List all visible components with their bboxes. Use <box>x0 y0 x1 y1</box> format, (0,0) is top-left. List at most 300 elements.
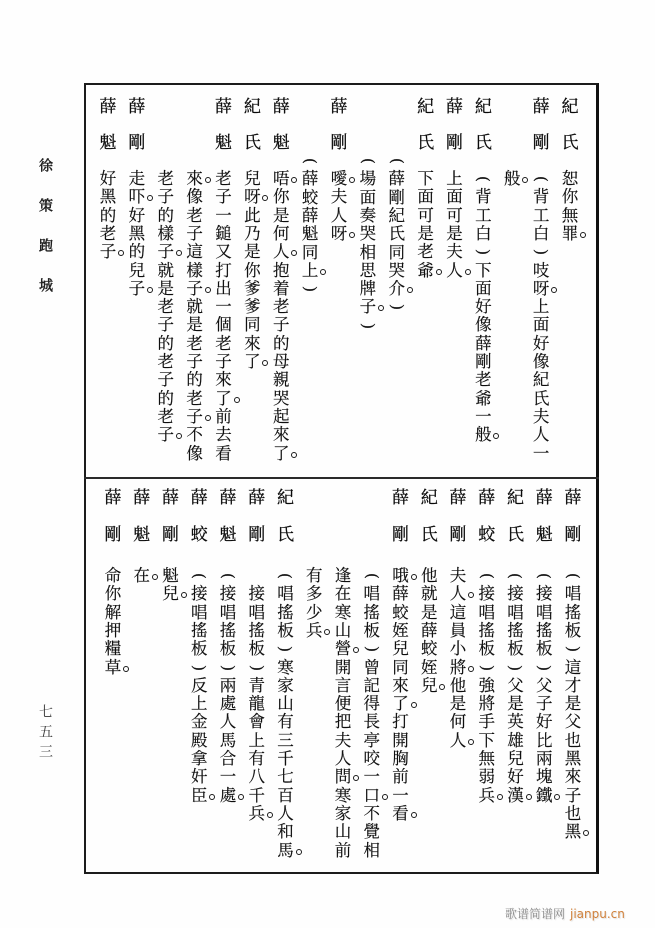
character: 不 <box>363 803 380 823</box>
character: 子 <box>97 243 119 261</box>
close-paren-glyph: ) <box>362 646 382 653</box>
character: 唱 <box>219 602 237 622</box>
character: 搖 <box>277 602 294 622</box>
watermark <box>505 905 625 922</box>
character: 介 <box>386 280 408 298</box>
close-paren-glyph: ) <box>506 664 526 671</box>
speaker-char: 氏 <box>561 133 579 153</box>
character: 你 <box>104 584 122 604</box>
character: 老 <box>157 169 174 188</box>
parenthesis <box>188 567 210 585</box>
dialogue-column <box>505 0 527 928</box>
character: 老 <box>99 223 117 243</box>
character: 家 <box>334 803 352 823</box>
character: 你 <box>273 187 290 207</box>
character: 像 <box>186 187 203 207</box>
open-paren-glyph: ( <box>564 572 583 580</box>
character: 牌 <box>359 279 377 299</box>
character: 唱 <box>248 602 265 622</box>
character: 這 <box>564 657 582 677</box>
character: 龍 <box>248 694 265 714</box>
character: 押 <box>104 620 122 640</box>
speaker-char: 魁 <box>535 525 553 545</box>
character: 唱 <box>191 602 208 622</box>
character: 合 <box>219 749 237 768</box>
character: 可 <box>446 205 463 225</box>
character: 這 <box>186 242 203 262</box>
speaker-char: 氏 <box>507 525 524 545</box>
character: 亭 <box>363 730 380 750</box>
speaker-char: 氏 <box>243 133 261 153</box>
character: 乃 <box>244 223 261 243</box>
close-paren-glyph: ) <box>247 664 267 671</box>
character: 好 <box>128 205 146 225</box>
character: 多 <box>306 584 323 604</box>
parenthesis <box>275 567 297 585</box>
character: 子 <box>157 315 174 335</box>
character: 薛 <box>392 584 409 604</box>
character: 言 <box>334 675 352 695</box>
full-stop-mark <box>181 592 187 598</box>
close-paren-glyph: ) <box>276 646 296 653</box>
character: 你 <box>244 260 261 280</box>
dialogue-column <box>160 0 182 928</box>
character: 的 <box>157 333 174 353</box>
speaker-char: 剛 <box>128 133 146 153</box>
character: 老 <box>215 169 232 188</box>
character: 塊 <box>536 767 553 787</box>
character: 千 <box>277 749 294 768</box>
character: 了 <box>213 390 235 408</box>
character: 黑 <box>564 749 582 768</box>
dialogue-column <box>246 0 268 928</box>
character: 了 <box>390 695 412 713</box>
parenthesis <box>246 659 268 677</box>
character: 工 <box>475 205 492 225</box>
speaker-char: 剛 <box>446 133 463 153</box>
character: 是 <box>417 223 434 243</box>
dialogue-column <box>418 0 440 928</box>
full-stop-mark <box>209 794 215 800</box>
character: 搖 <box>507 620 524 640</box>
character: 看 <box>390 805 412 823</box>
character: 子 <box>357 298 379 316</box>
running-title: 徐策跑城 <box>37 158 53 318</box>
character: 了 <box>241 353 263 371</box>
character: 青 <box>248 675 265 695</box>
character: 面 <box>417 187 434 207</box>
character: 又 <box>215 242 232 262</box>
character: 人 <box>277 803 294 823</box>
character: 千 <box>248 785 265 805</box>
speaker-char: 剛 <box>532 133 550 153</box>
character: 的 <box>128 242 146 262</box>
character: 黑 <box>99 187 117 207</box>
close-paren-glyph: ) <box>358 322 378 329</box>
character: 可 <box>417 205 434 225</box>
character: 是 <box>273 205 290 225</box>
character: 是 <box>421 602 438 622</box>
character: 百 <box>277 785 294 805</box>
character: 子 <box>186 223 203 243</box>
character: 紀 <box>388 205 405 225</box>
character: 下 <box>475 260 492 280</box>
character: 人 <box>334 749 352 768</box>
character: 何 <box>449 712 467 732</box>
open-paren-glyph: ( <box>532 175 552 183</box>
character: 搖 <box>191 620 208 640</box>
character: 雄 <box>507 730 524 750</box>
full-stop-mark <box>296 849 302 855</box>
close-paren-glyph: ) <box>532 249 552 256</box>
character: 爹 <box>244 297 261 317</box>
character: 才 <box>564 675 582 695</box>
character: 般 <box>472 426 494 444</box>
speaker-char: 魁 <box>219 525 237 545</box>
dialogue-column <box>275 0 297 928</box>
character: 板 <box>363 620 380 640</box>
character: 抱 <box>273 260 290 280</box>
character: 爺 <box>415 262 437 280</box>
character: 般 <box>501 170 523 188</box>
character: 老 <box>417 242 434 262</box>
character: 不 <box>186 425 203 445</box>
continuation-column <box>332 0 354 928</box>
character: 一 <box>219 767 237 787</box>
speaker-char: 氏 <box>474 133 492 153</box>
character: 來 <box>564 767 582 787</box>
character: 像 <box>475 315 492 335</box>
character: 老 <box>273 297 290 317</box>
character: 氏 <box>532 388 550 408</box>
speaker-char: 蛟 <box>190 525 208 545</box>
character: 接 <box>536 584 553 604</box>
character: 唱 <box>363 584 380 604</box>
character: 把 <box>334 712 352 732</box>
character: 上 <box>299 262 321 280</box>
character: 無 <box>478 749 495 768</box>
character: 何 <box>273 223 290 243</box>
character: 兩 <box>536 749 553 768</box>
character: 樣 <box>186 260 203 280</box>
character: 下 <box>417 169 434 188</box>
character: 氏 <box>388 224 405 244</box>
character: 是 <box>507 694 524 714</box>
character: 便 <box>334 694 352 714</box>
character: 薛 <box>421 620 438 640</box>
parenthesis <box>505 659 527 677</box>
speaker-char: 魁 <box>133 525 151 545</box>
character: 就 <box>186 297 203 317</box>
character: 你 <box>561 187 579 207</box>
character: 英 <box>507 712 524 732</box>
dialogue-column <box>131 0 153 928</box>
character: 前 <box>215 406 232 426</box>
character: 的 <box>99 205 117 225</box>
character: 口 <box>361 787 383 805</box>
parenthesis <box>361 640 383 658</box>
speaker-char: 薛 <box>99 97 117 117</box>
character: 面 <box>446 187 463 207</box>
character: 板 <box>191 639 208 659</box>
character: 子 <box>536 694 553 714</box>
character: 人 <box>330 205 348 225</box>
character: 前 <box>392 767 409 787</box>
open-paren-glyph: ( <box>219 572 238 580</box>
open-paren-glyph: ( <box>190 572 210 580</box>
speaker-char: 蛟 <box>478 525 496 545</box>
speaker-char: 薛 <box>219 488 237 508</box>
character: 魁 <box>162 566 179 585</box>
character: 子 <box>184 280 206 298</box>
character: 人 <box>444 262 466 280</box>
character: 他 <box>449 675 467 695</box>
character: 七 <box>277 767 294 787</box>
character: 起 <box>273 406 290 426</box>
character: 咬 <box>363 749 380 768</box>
character: 板 <box>219 639 237 659</box>
character: 人 <box>270 243 292 261</box>
open-paren-glyph: ( <box>358 157 378 165</box>
full-stop-mark <box>382 794 388 800</box>
character: 薛 <box>388 169 405 189</box>
character: 山 <box>277 694 294 714</box>
character: 搖 <box>363 602 380 622</box>
character: 同 <box>392 657 409 677</box>
character: 手 <box>478 712 495 732</box>
character: 糧 <box>104 639 122 659</box>
character: 接 <box>191 584 208 604</box>
character: 姪 <box>392 620 409 640</box>
character: 搖 <box>536 620 553 640</box>
character: 姪 <box>421 657 438 677</box>
character: 面 <box>475 278 492 298</box>
character: 唱 <box>478 602 495 622</box>
parenthesis <box>476 567 498 585</box>
dialogue-column <box>476 0 498 928</box>
character: 曾 <box>363 657 380 677</box>
full-stop-mark <box>267 812 273 818</box>
character: 老 <box>157 352 174 371</box>
character: 思 <box>359 260 377 280</box>
full-stop-mark <box>583 830 589 836</box>
character: 的 <box>157 205 174 225</box>
parenthesis <box>533 567 555 585</box>
character: 呀 <box>328 225 350 243</box>
character: 板 <box>564 620 582 640</box>
close-paren-glyph: ) <box>564 646 583 653</box>
dialogue-column <box>562 0 584 928</box>
parenthesis <box>217 567 239 585</box>
close-paren-glyph: ) <box>474 249 494 256</box>
character <box>246 567 268 585</box>
character: 逢 <box>334 566 352 585</box>
character: 上 <box>248 730 265 750</box>
character: 打 <box>215 260 232 280</box>
character: 是 <box>186 315 203 335</box>
character: 覺 <box>363 822 380 842</box>
full-stop-mark <box>238 794 244 800</box>
parenthesis <box>562 640 584 658</box>
character: 場 <box>359 169 377 189</box>
character: 人 <box>447 732 469 750</box>
character: 八 <box>248 767 265 787</box>
character: 一 <box>532 443 550 463</box>
character: 是 <box>157 278 174 298</box>
speaker-char: 紀 <box>561 97 579 117</box>
character: 背 <box>532 187 550 207</box>
character: 老 <box>186 333 203 353</box>
character: 着 <box>273 278 290 298</box>
speaker-char: 薛 <box>104 488 122 508</box>
character: 吓 <box>126 188 148 206</box>
character: 胸 <box>392 749 409 768</box>
character: 下 <box>478 730 495 750</box>
parenthesis <box>562 567 584 585</box>
character: 的 <box>157 388 174 408</box>
parenthesis <box>217 659 239 677</box>
character: 前 <box>334 840 352 860</box>
character: 馬 <box>219 730 237 750</box>
character: 子 <box>564 785 582 805</box>
character: 上 <box>446 169 463 188</box>
character: 得 <box>363 694 380 714</box>
character: 剛 <box>475 352 492 371</box>
character: 一 <box>215 297 232 317</box>
full-stop-mark <box>353 775 359 781</box>
character: 夫 <box>446 242 463 262</box>
character: 上 <box>191 694 208 714</box>
character: 薛 <box>301 169 319 189</box>
character: 子 <box>215 187 232 207</box>
character: 在 <box>131 567 153 585</box>
character: 老 <box>215 333 232 353</box>
character: 面 <box>359 187 377 207</box>
speaker-char: 薛 <box>449 488 467 508</box>
character: 此 <box>244 205 261 225</box>
character: 就 <box>157 260 174 280</box>
character: 強 <box>478 675 495 695</box>
dialogue-column <box>387 0 412 928</box>
character: 漢 <box>505 787 527 805</box>
character: 將 <box>478 694 495 714</box>
character: 子 <box>186 352 203 371</box>
character: 唔 <box>270 170 292 188</box>
character: 開 <box>334 657 352 677</box>
character: 哭 <box>359 224 377 244</box>
character: 記 <box>363 675 380 695</box>
speaker-char: 剛 <box>392 525 409 545</box>
full-stop-mark <box>411 574 417 580</box>
character: 上 <box>532 297 550 317</box>
character: 相 <box>363 840 380 860</box>
character: 老 <box>157 406 174 426</box>
character: 來 <box>184 170 206 188</box>
character: 父 <box>536 675 553 695</box>
speaker-char: 薛 <box>133 488 151 508</box>
character: 黑 <box>128 223 146 243</box>
speaker-char: 剛 <box>449 525 467 545</box>
character: 像 <box>186 443 203 463</box>
character: 個 <box>215 315 232 335</box>
character: 剛 <box>388 187 405 207</box>
character: 好 <box>99 169 117 188</box>
character: 也 <box>564 803 582 823</box>
close-paren-glyph: ) <box>301 285 321 293</box>
parenthesis <box>188 659 210 677</box>
character: 的 <box>273 333 290 353</box>
character: 接 <box>219 584 237 604</box>
character: 有 <box>277 712 294 732</box>
character: 搖 <box>478 620 495 640</box>
character: 好 <box>475 297 492 317</box>
character: 草 <box>102 659 124 677</box>
character: 出 <box>215 278 232 298</box>
character: 少 <box>306 602 323 622</box>
speaker-char: 氏 <box>417 133 435 153</box>
character: 子 <box>155 243 177 261</box>
character: 寒 <box>334 785 352 805</box>
character: 夫 <box>334 730 352 750</box>
character: 夫 <box>532 406 550 426</box>
character: 兵 <box>303 622 325 640</box>
character: 開 <box>392 730 409 750</box>
character: 樣 <box>157 223 174 243</box>
character: 來 <box>273 425 290 445</box>
full-stop-mark <box>353 647 359 653</box>
character: 相 <box>359 242 377 262</box>
character: 哭 <box>273 388 290 408</box>
character: 兵 <box>476 787 498 805</box>
speaker-char: 薛 <box>532 97 550 117</box>
full-stop-mark <box>324 629 330 635</box>
open-paren-glyph: ( <box>535 572 555 580</box>
character: 問 <box>332 768 354 786</box>
character: 金 <box>191 712 208 732</box>
character: 蛟 <box>421 639 438 659</box>
character: 無 <box>561 205 579 225</box>
speaker-char: 薛 <box>535 488 553 508</box>
open-paren-glyph: ( <box>362 572 382 580</box>
character: 他 <box>421 566 438 585</box>
character: 將 <box>447 659 469 677</box>
speaker-char: 薛 <box>215 97 232 117</box>
character: 是 <box>244 242 261 262</box>
character: 兒 <box>128 260 146 280</box>
character: 同 <box>244 315 261 335</box>
character: 唱 <box>277 584 294 604</box>
character: 馬 <box>275 842 297 860</box>
speaker-char: 薛 <box>564 488 582 508</box>
speaker-char: 剛 <box>104 525 122 545</box>
character: 來 <box>244 333 261 353</box>
character: 子 <box>126 280 148 298</box>
character: 呀 <box>530 280 552 298</box>
speaker-char: 紀 <box>277 488 294 508</box>
character: 罪 <box>559 225 581 243</box>
character: 一 <box>475 406 492 426</box>
character: 子 <box>157 370 174 390</box>
character: 家 <box>277 675 294 695</box>
character: 板 <box>507 639 524 659</box>
character: 老 <box>475 370 492 390</box>
character: 父 <box>564 712 582 732</box>
speaker-char: 氏 <box>277 525 294 545</box>
character: 看 <box>215 443 232 463</box>
speaker-char: 氏 <box>420 525 438 545</box>
character: 鐵 <box>533 787 555 805</box>
character: 一 <box>392 785 409 805</box>
